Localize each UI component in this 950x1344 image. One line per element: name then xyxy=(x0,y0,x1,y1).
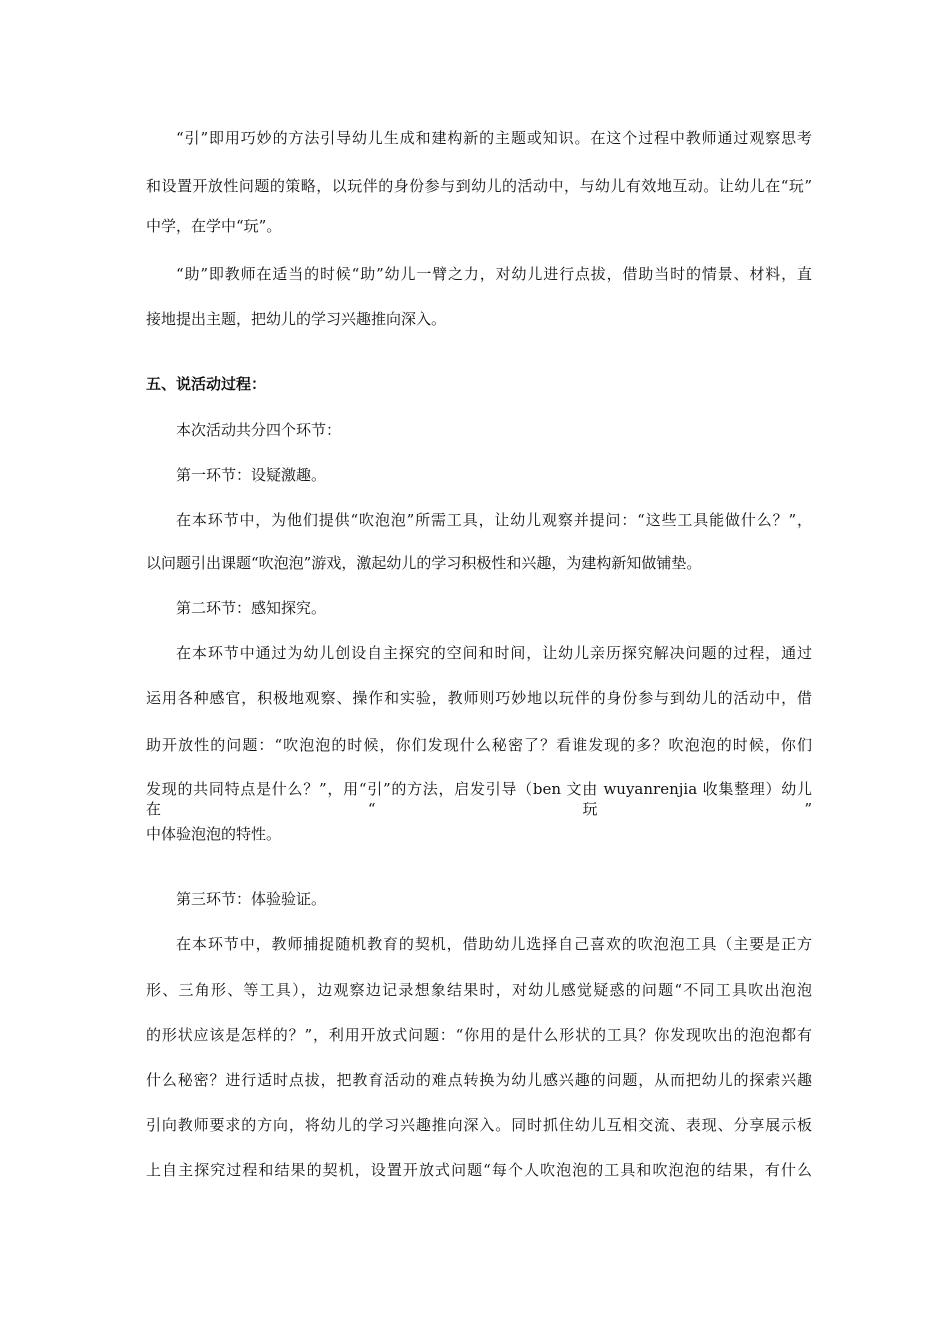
paragraph-line: 在本环节中，教师捕捉随机教育的契机，借助幼儿选择自己喜欢的吹泡泡工具（主要是正方 xyxy=(176,935,812,953)
paragraph-line: 什么秘密？进行适时点拔，把教育活动的难点转换为幼儿感兴趣的问题，从而把幼儿的探索兴趣 xyxy=(146,1071,812,1089)
paragraph-line: “助”即教师在适当的时候“助”幼儿一臂之力，对幼儿进行点拔，借助当时的情景、材料，直 xyxy=(176,265,812,283)
paragraph-line: 发现的共同特点是什么？”，用“引”的方法，启发引导（ben 文由 wuyanrenjia 收集整理）幼儿在“玩” xyxy=(146,780,812,818)
paragraph-line: 引向教师要求的方向，将幼儿的学习兴趣推向深入。同时抓住幼儿互相交流、表现、分享展示板 xyxy=(146,1116,812,1134)
paragraph-line: 本次活动共分四个环节： xyxy=(176,421,342,439)
paragraph-line: 接地提出主题，把幼儿的学习兴趣推向深入。 xyxy=(146,310,447,328)
section-heading: 五、说活动过程： xyxy=(146,375,267,393)
step-heading: 第一环节：设疑激趣。 xyxy=(176,466,327,484)
paragraph-line: 运用各种感官，积极地观察、操作和实验，教师则巧妙地以玩伴的身份参与到幼儿的活动中，借 xyxy=(146,689,812,707)
paragraph-line: 在本环节中通过为幼儿创设自主探究的空间和时间，让幼儿亲历探究解决问题的过程，通过 xyxy=(176,644,812,662)
step-heading: 第二环节：感知探究。 xyxy=(176,599,327,617)
paragraph-line: 中体验泡泡的特性。 xyxy=(146,825,282,843)
paragraph-line: 中学，在学中“玩”。 xyxy=(146,217,282,235)
paragraph-line: “引”即用巧妙的方法引导幼儿生成和建构新的主题或知识。在这个过程中教师通过观察思考 xyxy=(176,129,812,147)
paragraph-line: 以问题引出课题“吹泡泡”游戏，激起幼儿的学习积极性和兴趣，为建构新知做铺垫。 xyxy=(146,554,702,572)
step-heading: 第三环节：体验验证。 xyxy=(176,890,327,908)
paragraph-line: 助开放性的问题：“吹泡泡的时候，你们发现什么秘密了？看谁发现的多？吹泡泡的时候，你们 xyxy=(146,736,812,754)
paragraph-line: 的形状应该是怎样的？”，利用开放式问题：“你用的是什么形状的工具？你发现吹出的泡泡都有 xyxy=(146,1026,812,1044)
paragraph-line: 形、三角形、等工具），边观察边记录想象结果时，对幼儿感觉疑惑的问题“不同工具吹出泡泡 xyxy=(146,981,812,999)
paragraph-line: 和设置开放性问题的策略，以玩伴的身份参与到幼儿的活动中，与幼儿有效地互动。让幼儿在“玩” xyxy=(146,177,812,195)
paragraph-line: 在本环节中，为他们提供“吹泡泡”所需工具，让幼儿观察并提问：“这些工具能做什么？”， xyxy=(176,511,812,529)
paragraph-line: 上自主探究过程和结果的契机，设置开放式问题“每个人吹泡泡的工具和吹泡泡的结果，有什么 xyxy=(146,1161,812,1179)
